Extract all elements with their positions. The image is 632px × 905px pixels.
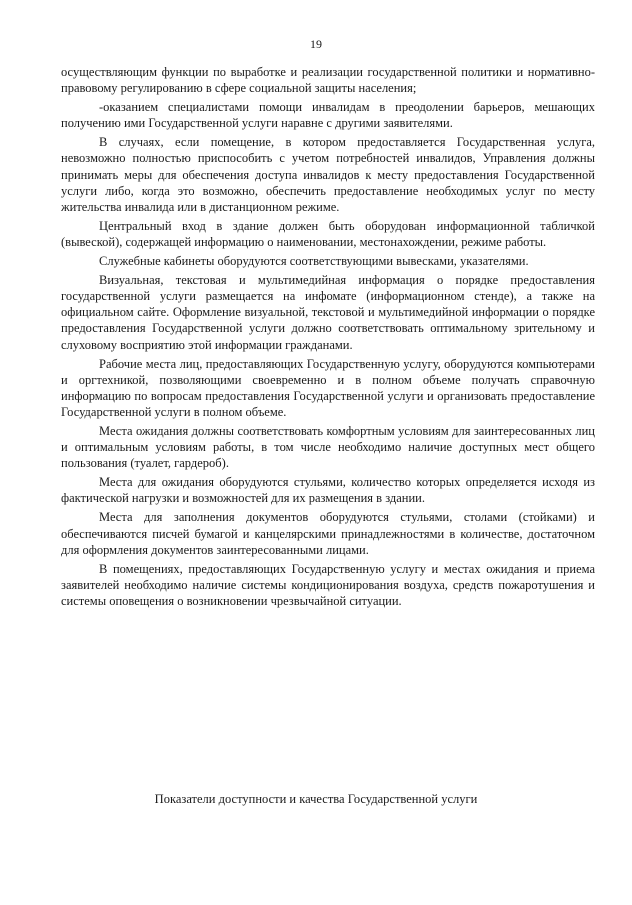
paragraph-assistance: -оказанием специалистами помощи инвалидам в преодолении барьеров, мешающих получению ими Государственной услуги наравне с другими заявителями. [61, 100, 595, 131]
paragraph-waiting-areas: Места ожидания должны соответствовать комфортным условиям для заинтересованных лиц и оптимальным условиям работы, в том числе необходимо наличие доступных мест общего пользования (туалет, гардероб). [61, 423, 595, 471]
document-body [61, 64, 595, 612]
paragraph-waiting-chairs: Места для ожидания оборудуются стульями, количество которых определяется исходя из фактической нагрузки и возможностей для их размещения в здании. [61, 475, 595, 506]
paragraph-safety-systems: В помещениях, предоставляющих Государственную услугу и местах ожидания и приема заявителей необходимо наличие системы кондиционирования воздуха, средств пожаротушения и системы оповещения о возникновении чрезвычайной ситуации. [61, 561, 595, 608]
paragraph-visual-info: Визуальная, текстовая и мультимедийная информация о порядке предоставления государственной услуги размещается на инфомате (информационном стенде), а также на официальном сайте. Оформление визуальной, текстовой и мультимедийной информации о порядке предоставления Государственной услуги должно соответствовать оптимальному зрительному и слуховому восприятию этой информации гражданами. [61, 273, 595, 352]
paragraph-entrance-sign: Центральный вход в здание должен быть оборудован информационной табличкой (вывеской), содержащей информацию о наименовании, местонахождении, режиме работы. [61, 218, 595, 249]
section-heading: Показатели доступности и качества Государственной услуги [154, 792, 478, 806]
paragraph-offices: Служебные кабинеты оборудуются соответствующими вывесками, указателями. [99, 254, 529, 269]
paragraph-continuation: осуществляющим функции по выработке и реализации государственной политики и нормативно-правовому регулированию в сфере социальной защиты населения; [61, 65, 595, 96]
paragraph-document-filling: Места для заполнения документов оборудуются стульями, столами (стойками) и обеспечиваются писчей бумагой и канцелярскими принадлежностями в количестве, достаточном для оформления документов заинтересованными лицами. [61, 510, 595, 557]
page-number: 19 [310, 37, 322, 51]
paragraph-adaptation: В случаях, если помещение, в котором предоставляется Государственная услуга, невозможно полностью приспособить с учетом потребностей инвалидов, Управления должны принимать меры для обеспечения доступа инвалидов к месту предоставления Государственной услуги либо, когда это возможно, обеспечить предоставление необходимых услуг по месту жительства инвалида или в дистанционном режиме. [61, 135, 595, 214]
paragraph-workplaces: Рабочие места лиц, предоставляющих Государственную услугу, оборудуются компьютерами и оргтехникой, позволяющими своевременно и в полном объеме получать справочную информацию по вопросам предоставления Государственной услуги и организовать предоставление Государственной услуги в полном объеме. [61, 356, 595, 419]
